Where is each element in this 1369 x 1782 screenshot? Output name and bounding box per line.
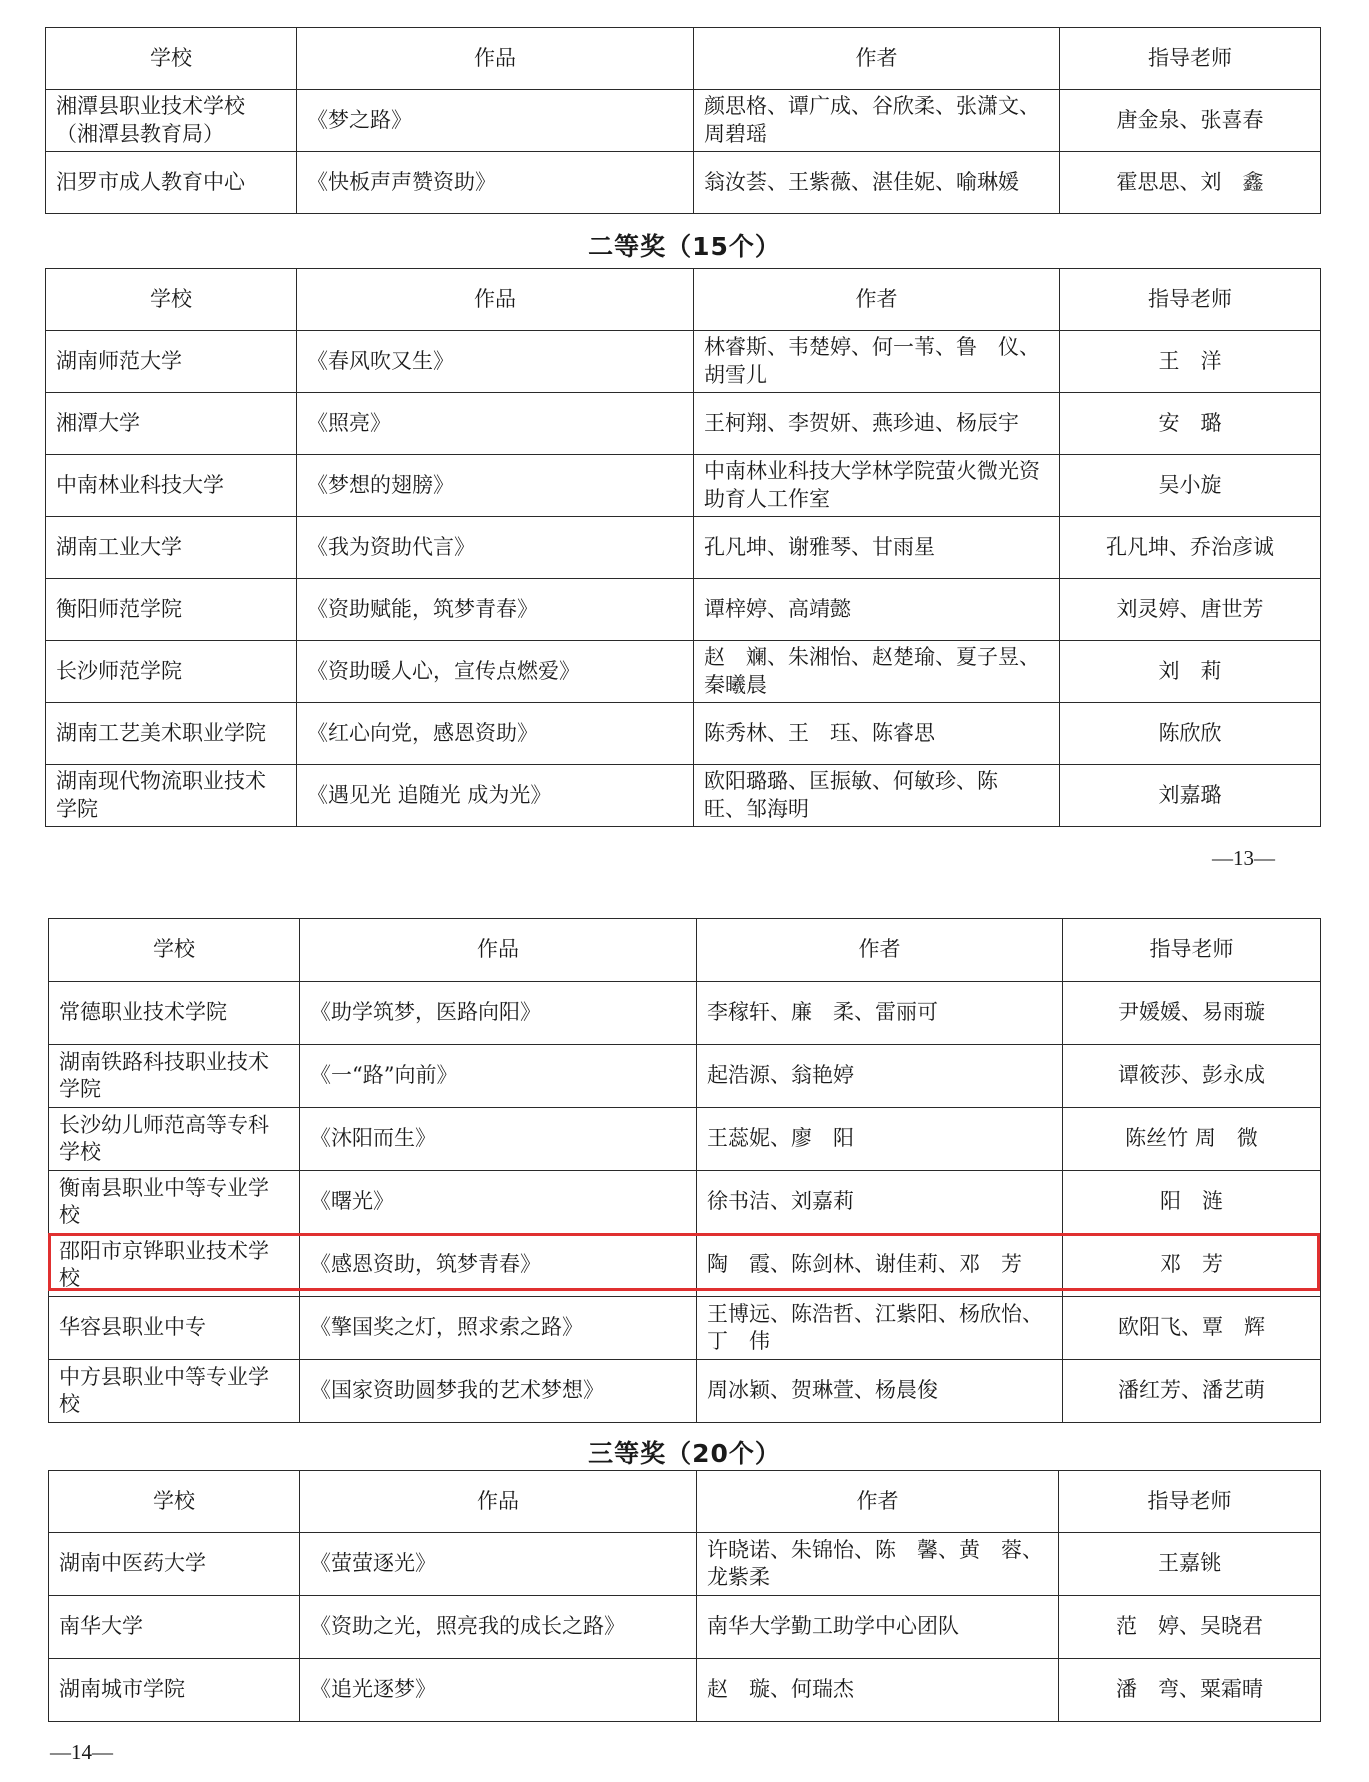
header-work: 作品 [300, 1471, 697, 1533]
work-cell: 《追光逐梦》 [300, 1659, 697, 1722]
table-row [49, 1045, 1321, 1108]
work-cell: 《助学筑梦，医路向阳》 [300, 982, 697, 1045]
authors-cell: 许晓诺、朱锦怡、陈 馨、黄 蓉、龙紫柔 [697, 1533, 1059, 1596]
table-row [46, 331, 1321, 393]
table-row [49, 1360, 1321, 1423]
teachers-cell: 王 洋 [1060, 331, 1321, 393]
school-cell: 邵阳市京铧职业技术学校 [49, 1234, 300, 1297]
table-row [46, 90, 1321, 152]
header-authors: 作者 [697, 1471, 1059, 1533]
school-cell: 湘潭县职业技术学校（湘潭县教育局） [46, 90, 297, 152]
teachers-cell: 欧阳飞、覃 辉 [1063, 1297, 1321, 1360]
header-school: 学校 [46, 28, 297, 90]
school-cell: 南华大学 [49, 1596, 300, 1659]
school-cell: 常德职业技术学院 [49, 982, 300, 1045]
teachers-cell: 尹媛媛、易雨璇 [1063, 982, 1321, 1045]
header-authors: 作者 [697, 919, 1063, 982]
table-row [49, 1234, 1321, 1297]
school-cell: 湘潭大学 [46, 393, 297, 455]
table-row [49, 1596, 1321, 1659]
teachers-cell: 范 婷、吴晓君 [1059, 1596, 1321, 1659]
table-header-row [49, 1471, 1321, 1533]
work-cell: 《曙光》 [300, 1171, 697, 1234]
teachers-cell: 陈欣欣 [1060, 703, 1321, 765]
header-school: 学校 [46, 269, 297, 331]
teachers-cell: 刘灵婷、唐世芳 [1060, 579, 1321, 641]
authors-cell: 起浩源、翁艳婷 [697, 1045, 1063, 1108]
teachers-cell: 潘 弯、粟霜晴 [1059, 1659, 1321, 1722]
school-cell: 汨罗市成人教育中心 [46, 152, 297, 214]
school-cell: 中方县职业中等专业学校 [49, 1360, 300, 1423]
school-cell: 湖南师范大学 [46, 331, 297, 393]
authors-cell: 陶 霞、陈剑林、谢佳莉、邓 芳 [697, 1234, 1063, 1297]
page-number-14: —14— [50, 1740, 113, 1764]
award-table-second-prize-a [45, 268, 1321, 827]
work-cell: 《擎国奖之灯，照求索之路》 [300, 1297, 697, 1360]
authors-cell: 王柯翔、李贺妍、燕珍迪、杨辰宇 [694, 393, 1060, 455]
school-cell: 华容县职业中专 [49, 1297, 300, 1360]
table-row [46, 765, 1321, 827]
work-cell: 《我为资助代言》 [297, 517, 694, 579]
work-cell: 《国家资助圆梦我的艺术梦想》 [300, 1360, 697, 1423]
third-prize-title: 三等奖（20个） [588, 1439, 781, 1468]
second-prize-title: 二等奖（15个） [588, 232, 781, 261]
table-row [49, 1171, 1321, 1234]
authors-cell: 颜思格、谭广成、谷欣柔、张潇文、周碧瑶 [694, 90, 1060, 152]
school-cell: 中南林业科技大学 [46, 455, 297, 517]
school-cell: 长沙师范学院 [46, 641, 297, 703]
teachers-cell: 唐金泉、张喜春 [1060, 90, 1321, 152]
work-cell: 《红心向党，感恩资助》 [297, 703, 694, 765]
table-header-row [46, 269, 1321, 331]
table-row [46, 641, 1321, 703]
work-cell: 《沐阳而生》 [300, 1108, 697, 1171]
authors-cell: 王蕊妮、廖 阳 [697, 1108, 1063, 1171]
work-cell: 《快板声声赞资助》 [297, 152, 694, 214]
school-cell: 长沙幼儿师范高等专科学校 [49, 1108, 300, 1171]
table-row [46, 152, 1321, 214]
header-authors: 作者 [694, 28, 1060, 90]
authors-cell: 谭梓婷、高靖懿 [694, 579, 1060, 641]
school-cell: 湖南工业大学 [46, 517, 297, 579]
school-cell: 衡南县职业中等专业学校 [49, 1171, 300, 1234]
header-school: 学校 [49, 919, 300, 982]
header-teachers: 指导老师 [1060, 28, 1321, 90]
school-cell: 湖南铁路科技职业技术学院 [49, 1045, 300, 1108]
award-table-top [45, 27, 1321, 214]
work-cell: 《资助赋能，筑梦青春》 [297, 579, 694, 641]
teachers-cell: 孔凡坤、乔治彦诚 [1060, 517, 1321, 579]
authors-cell: 欧阳璐璐、匡振敏、何敏珍、陈 旺、邹海明 [694, 765, 1060, 827]
teachers-cell: 刘嘉璐 [1060, 765, 1321, 827]
authors-cell: 王博远、陈浩哲、江紫阳、杨欣怡、丁 伟 [697, 1297, 1063, 1360]
header-work: 作品 [300, 919, 697, 982]
authors-cell: 赵 斓、朱湘怡、赵楚瑜、夏子昱、秦曦晨 [694, 641, 1060, 703]
work-cell: 《春风吹又生》 [297, 331, 694, 393]
table-header-row [49, 919, 1321, 982]
award-table-third-prize [48, 1470, 1321, 1722]
table-row [46, 703, 1321, 765]
table-row [46, 517, 1321, 579]
header-work: 作品 [297, 28, 694, 90]
authors-cell: 南华大学勤工助学中心团队 [697, 1596, 1059, 1659]
work-cell: 《梦之路》 [297, 90, 694, 152]
work-cell: 《照亮》 [297, 393, 694, 455]
header-work: 作品 [297, 269, 694, 331]
work-cell: 《一“路”向前》 [300, 1045, 697, 1108]
school-cell: 湖南工艺美术职业学院 [46, 703, 297, 765]
table-row [49, 1533, 1321, 1596]
table-row [49, 1297, 1321, 1360]
work-cell: 《感恩资助，筑梦青春》 [300, 1234, 697, 1297]
authors-cell: 赵 璇、何瑞杰 [697, 1659, 1059, 1722]
table-row [49, 1108, 1321, 1171]
header-teachers: 指导老师 [1063, 919, 1321, 982]
school-cell: 湖南中医药大学 [49, 1533, 300, 1596]
work-cell: 《资助暖人心，宣传点燃爱》 [297, 641, 694, 703]
header-authors: 作者 [694, 269, 1060, 331]
authors-cell: 李稼轩、廉 柔、雷丽可 [697, 982, 1063, 1045]
table-row [49, 1659, 1321, 1722]
authors-cell: 徐书洁、刘嘉莉 [697, 1171, 1063, 1234]
authors-cell: 周冰颖、贺琳萱、杨晨俊 [697, 1360, 1063, 1423]
authors-cell: 陈秀林、王 珏、陈睿思 [694, 703, 1060, 765]
school-cell: 衡阳师范学院 [46, 579, 297, 641]
teachers-cell: 陈丝竹 周 微 [1063, 1108, 1321, 1171]
work-cell: 《遇见光 追随光 成为光》 [297, 765, 694, 827]
table-row [46, 455, 1321, 517]
teachers-cell: 阳 涟 [1063, 1171, 1321, 1234]
authors-cell: 翁汝荟、王紫薇、湛佳妮、喻琳媛 [694, 152, 1060, 214]
authors-cell: 中南林业科技大学林学院萤火微光资助育人工作室 [694, 455, 1060, 517]
school-cell: 湖南现代物流职业技术学院 [46, 765, 297, 827]
authors-cell: 孔凡坤、谢雅琴、甘雨星 [694, 517, 1060, 579]
award-table-second-prize-b [48, 918, 1321, 1423]
authors-cell: 林睿斯、韦楚婷、何一苇、鲁 仪、胡雪儿 [694, 331, 1060, 393]
table-header-row [46, 28, 1321, 90]
header-teachers: 指导老师 [1060, 269, 1321, 331]
teachers-cell: 霍思思、刘 鑫 [1060, 152, 1321, 214]
table-row [46, 579, 1321, 641]
page-number-13: —13— [1212, 846, 1275, 870]
table-row [49, 982, 1321, 1045]
table-row [46, 393, 1321, 455]
header-school: 学校 [49, 1471, 300, 1533]
teachers-cell: 潘红芳、潘艺萌 [1063, 1360, 1321, 1423]
school-cell: 湖南城市学院 [49, 1659, 300, 1722]
work-cell: 《资助之光，照亮我的成长之路》 [300, 1596, 697, 1659]
work-cell: 《萤萤逐光》 [300, 1533, 697, 1596]
teachers-cell: 王嘉铫 [1059, 1533, 1321, 1596]
work-cell: 《梦想的翅膀》 [297, 455, 694, 517]
teachers-cell: 吴小旋 [1060, 455, 1321, 517]
teachers-cell: 谭筱莎、彭永成 [1063, 1045, 1321, 1108]
header-teachers: 指导老师 [1059, 1471, 1321, 1533]
teachers-cell: 刘 莉 [1060, 641, 1321, 703]
teachers-cell: 邓 芳 [1063, 1234, 1321, 1297]
teachers-cell: 安 璐 [1060, 393, 1321, 455]
